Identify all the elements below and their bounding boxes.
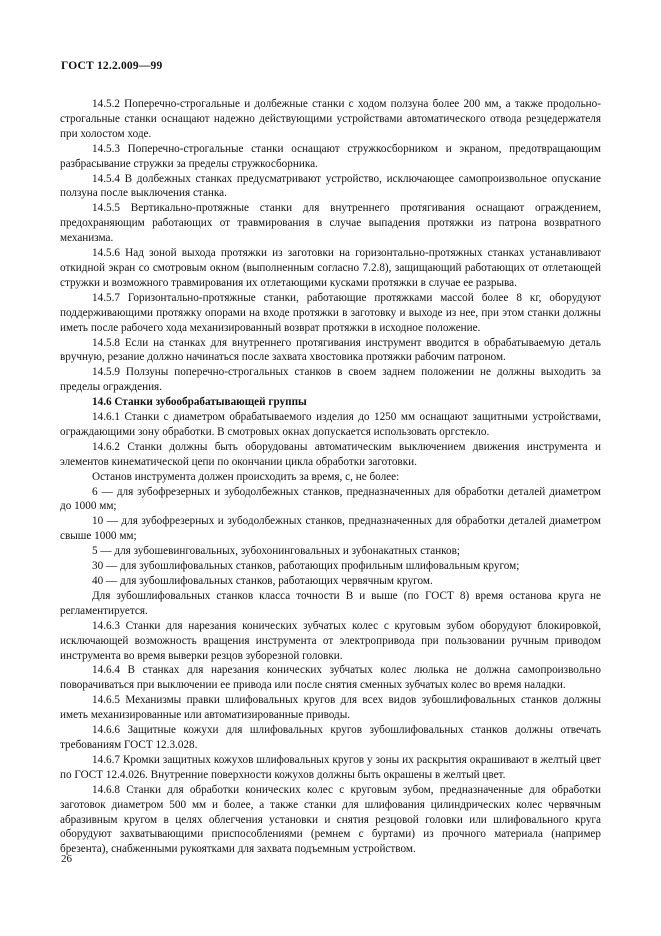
paragraph-14-6-4: 14.6.4 В станках для нарезания конических зубчатых колес люлька не должна самопроизвольно поворачиваться при выключении ее привода или после снятия сменных зубчатых колес во время наладки. <box>60 664 601 692</box>
list-item-stop-time: 10 — для зубофрезерных и зубодолбежных станков, предназначенных для обработки деталей диаметром свыше 1000 мм; <box>60 515 601 543</box>
list-item-stop-time: 40 — для зубошлифовальных станков, работающих червячным кругом. <box>92 575 433 587</box>
paragraph-14-6-8: 14.6.8 Станки для обработки конических колес с круговым зубом, предназначенные для обработки заготовок диаметром 500 мм и более, а также станки для шлифования цилиндрических колес червячным абразивным кругом в целях облегчения установки и снятия резцовой головки или шлифовального круга оборудуют захватывающими приспособлениями (ремнем с буртами) из прочного материала (например брезента), снабженными рукоятками для захвата подъемным устройством. <box>60 783 601 856</box>
paragraph-14-6-1: 14.6.1 Станки с диаметром обрабатываемого изделия до 1250 мм оснащают защитными устройствами, ограждающими зону обработки. В смотровых окнах допускается использовать оргстекло. <box>60 411 601 438</box>
paragraph-14-5-4: 14.5.4 В долбежных станках предусматривают устройство, исключающее самопроизвольное опускание ползуна после выключения станка. <box>60 172 601 200</box>
list-item-stop-time: 6 — для зубофрезерных и зубодолбежных станков, предназначенных для обработки деталей диаметром до 1000 мм; <box>60 485 601 513</box>
list-item-stop-time: 5 — для зубошевинговальных, зубохонинговальных и зубонакатных станков; <box>92 545 461 558</box>
page-number: 26 <box>61 853 72 865</box>
paragraph-14-5-7: 14.5.7 Горизонтально-протяжные станки, работающие протяжками массой более 8 кг, оборудуют поддерживающими протяжку опорами на входе протяжки в заготовку и выходе из нее, при этом станки должны иметь после рабочего хода механизированный возврат протяжки в исходное положение. <box>60 291 601 334</box>
paragraph-14-6-7: 14.6.7 Кромки защитных кожухов шлифовальных кругов у зоны их раскрытия окрашивают в желтый цвет по ГОСТ 12.4.026. Внутренние поверхности кожухов должны быть окрашены в желтый цвет. <box>60 753 601 781</box>
paragraph-grinding-class: Для зубошлифовальных станков класса точности В и выше (по ГОСТ 8) время останова круга не регламентируется. <box>60 589 601 617</box>
section-heading-14-6: 14.6 Станки зубообрабатывающей группы <box>92 396 307 409</box>
standard-header: ГОСТ 12.2.009—99 <box>61 60 163 72</box>
paragraph-14-5-5: 14.5.5 Вертикально-протяжные станки для внутреннего протягивания оснащают ограждением, предохраняющим работающих от травмирования в случае выпадения протяжки из патрона возвратного механизма. <box>60 202 601 245</box>
paragraph-14-5-9: 14.5.9 Ползуны поперечно-строгальных станков в своем заднем положении не должны выходить за пределы ограждения. <box>60 366 601 394</box>
document-body <box>60 97 601 857</box>
paragraph-14-5-2: 14.5.2 Поперечно-строгальные и долбежные станки с ходом ползуна более 200 мм, а также продольно-строгальные станки оснащают надежно действующими устройствами автоматического отвода резцедержателя при холостом ходе. <box>60 98 601 140</box>
paragraph-14-6-3: 14.6.3 Станки для нарезания конических зубчатых колес с круговым зубом оборудуют блокировкой, исключающей возможность вращения инструмента от электропривода при пользовании ручным приводом инструмента во время выверки резцов зуборезной головки. <box>60 619 601 662</box>
paragraph-14-6-5: 14.6.5 Механизмы правки шлифовальных кругов для всех видов зубошлифовальных станков должны иметь механизированные или автоматизированные приводы. <box>60 694 601 722</box>
paragraph-14-5-8: 14.5.8 Если на станках для внутреннего протягивания инструмент вводится в обрабатываемую деталь вручную, резание должно начинаться после захвата хвостовика протяжки рабочим патроном. <box>60 336 601 364</box>
paragraph-14-5-6: 14.5.6 Над зоной выхода протяжки из заготовки на горизонтально-протяжных станках устанавливают откидной экран со смотровым окном (выполненным согласно 7.2.8), защищающий работающих от отлетающей стружки и возможного травмирования их отлетающими кусками протяжки в случае ее разрыва. <box>60 247 601 289</box>
paragraph-stop-time-intro: Останов инструмента должен происходить за время, с, не более: <box>92 470 400 483</box>
paragraph-14-6-6: 14.6.6 Защитные кожухи для шлифовальных кругов зубошлифовальных станков должны отвечать требованиям ГОСТ 12.3.028. <box>60 724 601 751</box>
list-item-stop-time: 30 — для зубошлифовальных станков, работающих профильным шлифовальным кругом; <box>92 560 520 573</box>
paragraph-14-6-2: 14.6.2 Станки должны быть оборудованы автоматическим выключением движения инструмента и элементов кинематической цепи по окончании цикла обработки заготовки. <box>60 440 601 468</box>
paragraph-14-5-3: 14.5.3 Поперечно-строгальные станки оснащают стружкосборником и экраном, предотвращающим разбрасывание стружки за пределы стружкосборника. <box>60 142 601 170</box>
